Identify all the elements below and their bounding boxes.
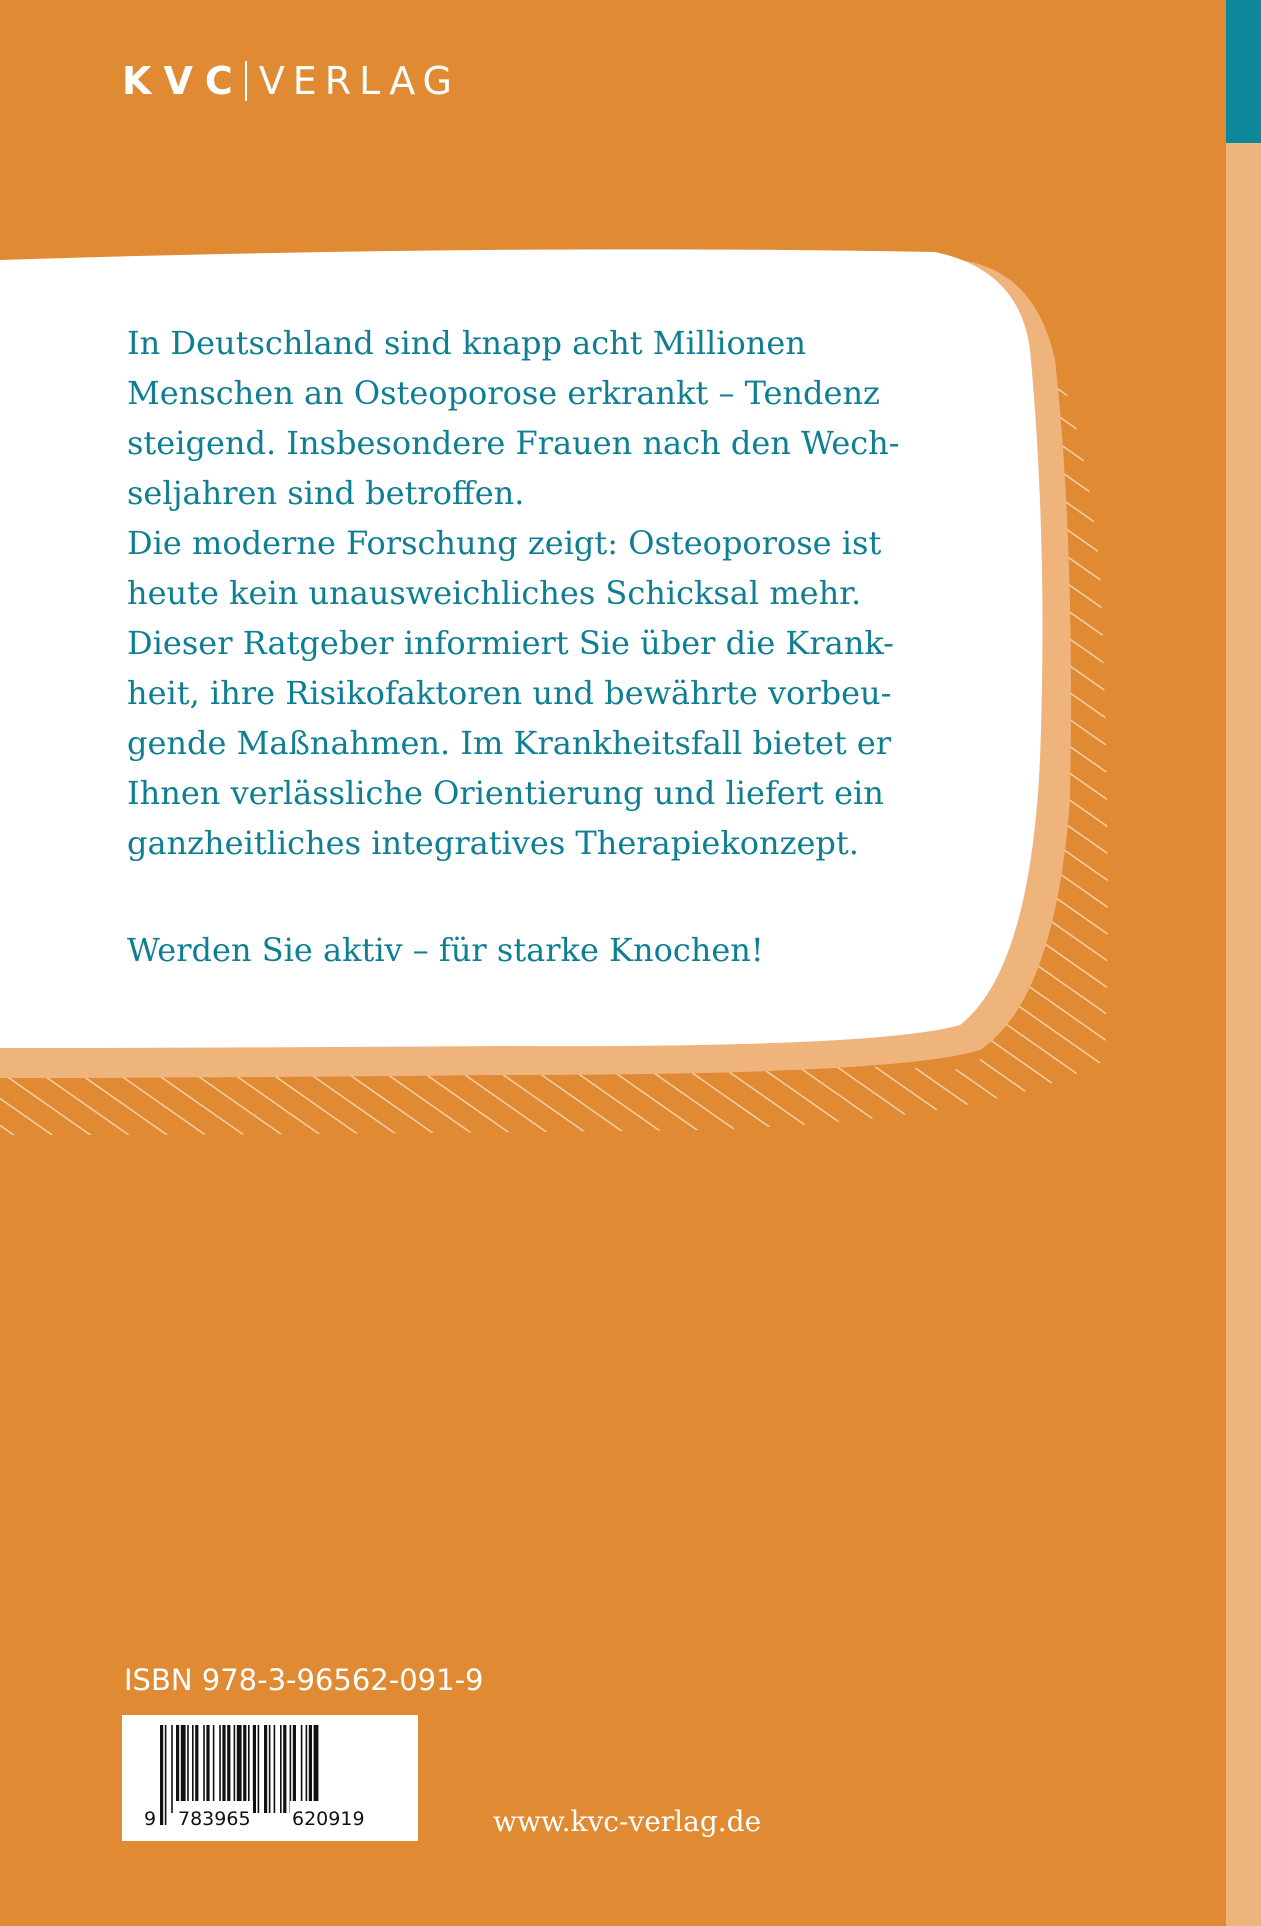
spine-strip	[1226, 0, 1261, 1926]
barcode-bar	[206, 1725, 209, 1813]
logo-kvc: KVC	[122, 59, 245, 103]
barcode-bar	[171, 1725, 173, 1813]
barcode-bar	[234, 1725, 236, 1813]
blurb-line: heute kein unausweichliches Schicksal mehr.	[127, 574, 862, 612]
barcode-bar	[222, 1725, 225, 1813]
barcode-bar	[264, 1725, 267, 1813]
call-to-action: Werden Sie aktiv – für starke Knochen!	[127, 931, 764, 969]
barcode-digit-first: 9	[142, 1801, 158, 1837]
blurb-line: Dieser Ratgeber informiert Sie über die Krank-	[127, 624, 894, 662]
blurb-line: In Deutschland sind knapp acht Millionen	[127, 324, 806, 362]
blurb-text	[127, 318, 947, 868]
logo-verlag: VERLAG	[258, 59, 460, 103]
logo-divider	[245, 61, 247, 101]
barcode-bar	[283, 1725, 286, 1813]
barcode-bar	[280, 1725, 282, 1813]
barcode-bar	[253, 1725, 256, 1813]
blurb-line: seljahren sind betroffen.	[127, 474, 525, 512]
barcode-digits	[122, 1801, 418, 1837]
barcode-bar	[243, 1725, 246, 1813]
barcode-group-1: 783965	[176, 1801, 253, 1837]
barcode-bar	[274, 1725, 276, 1813]
barcode-group-2: 620919	[290, 1801, 367, 1837]
barcode-bar	[301, 1725, 303, 1813]
spine-teal-band	[1226, 0, 1261, 143]
barcode-bar	[176, 1725, 179, 1813]
barcode-bar	[290, 1725, 292, 1813]
blurb-line: gende Maßnahmen. Im Krankheitsfall bietet er	[127, 724, 892, 762]
barcode-bar	[293, 1725, 296, 1813]
blurb-line: Ihnen verlässliche Orientierung und liefert ein	[127, 774, 884, 812]
barcode-bar	[248, 1725, 250, 1813]
blurb-line: heit, ihre Risikofaktoren und bewährte vorbeu-	[127, 674, 892, 712]
blurb-line: Die moderne Forschung zeigt: Osteoporose ist	[127, 524, 882, 562]
barcode-bar	[213, 1725, 215, 1813]
blurb-line: ganzheitliches integratives Therapiekonzept.	[127, 824, 859, 862]
publisher-logo	[122, 58, 460, 104]
barcode-bar	[219, 1725, 221, 1813]
barcode-bar	[195, 1725, 198, 1813]
barcode-bar	[181, 1725, 186, 1813]
barcode-bar	[203, 1725, 205, 1813]
blurb-line: steigend. Insbesondere Frauen nach den Wech-	[127, 424, 900, 462]
barcode-bar	[269, 1725, 271, 1813]
blurb-line: Menschen an Osteoporose erkrankt – Tendenz	[127, 374, 880, 412]
isbn-label: ISBN 978-3-96562-091-9	[124, 1663, 484, 1697]
barcode-bar	[187, 1725, 189, 1813]
barcode-bar	[258, 1725, 260, 1813]
barcode-bar	[309, 1725, 312, 1813]
publisher-url: www.kvc-verlag.de	[493, 1805, 762, 1838]
barcode-bar	[306, 1725, 308, 1813]
barcode-bar	[192, 1725, 194, 1813]
barcode	[122, 1715, 418, 1841]
barcode-bar	[227, 1725, 230, 1813]
